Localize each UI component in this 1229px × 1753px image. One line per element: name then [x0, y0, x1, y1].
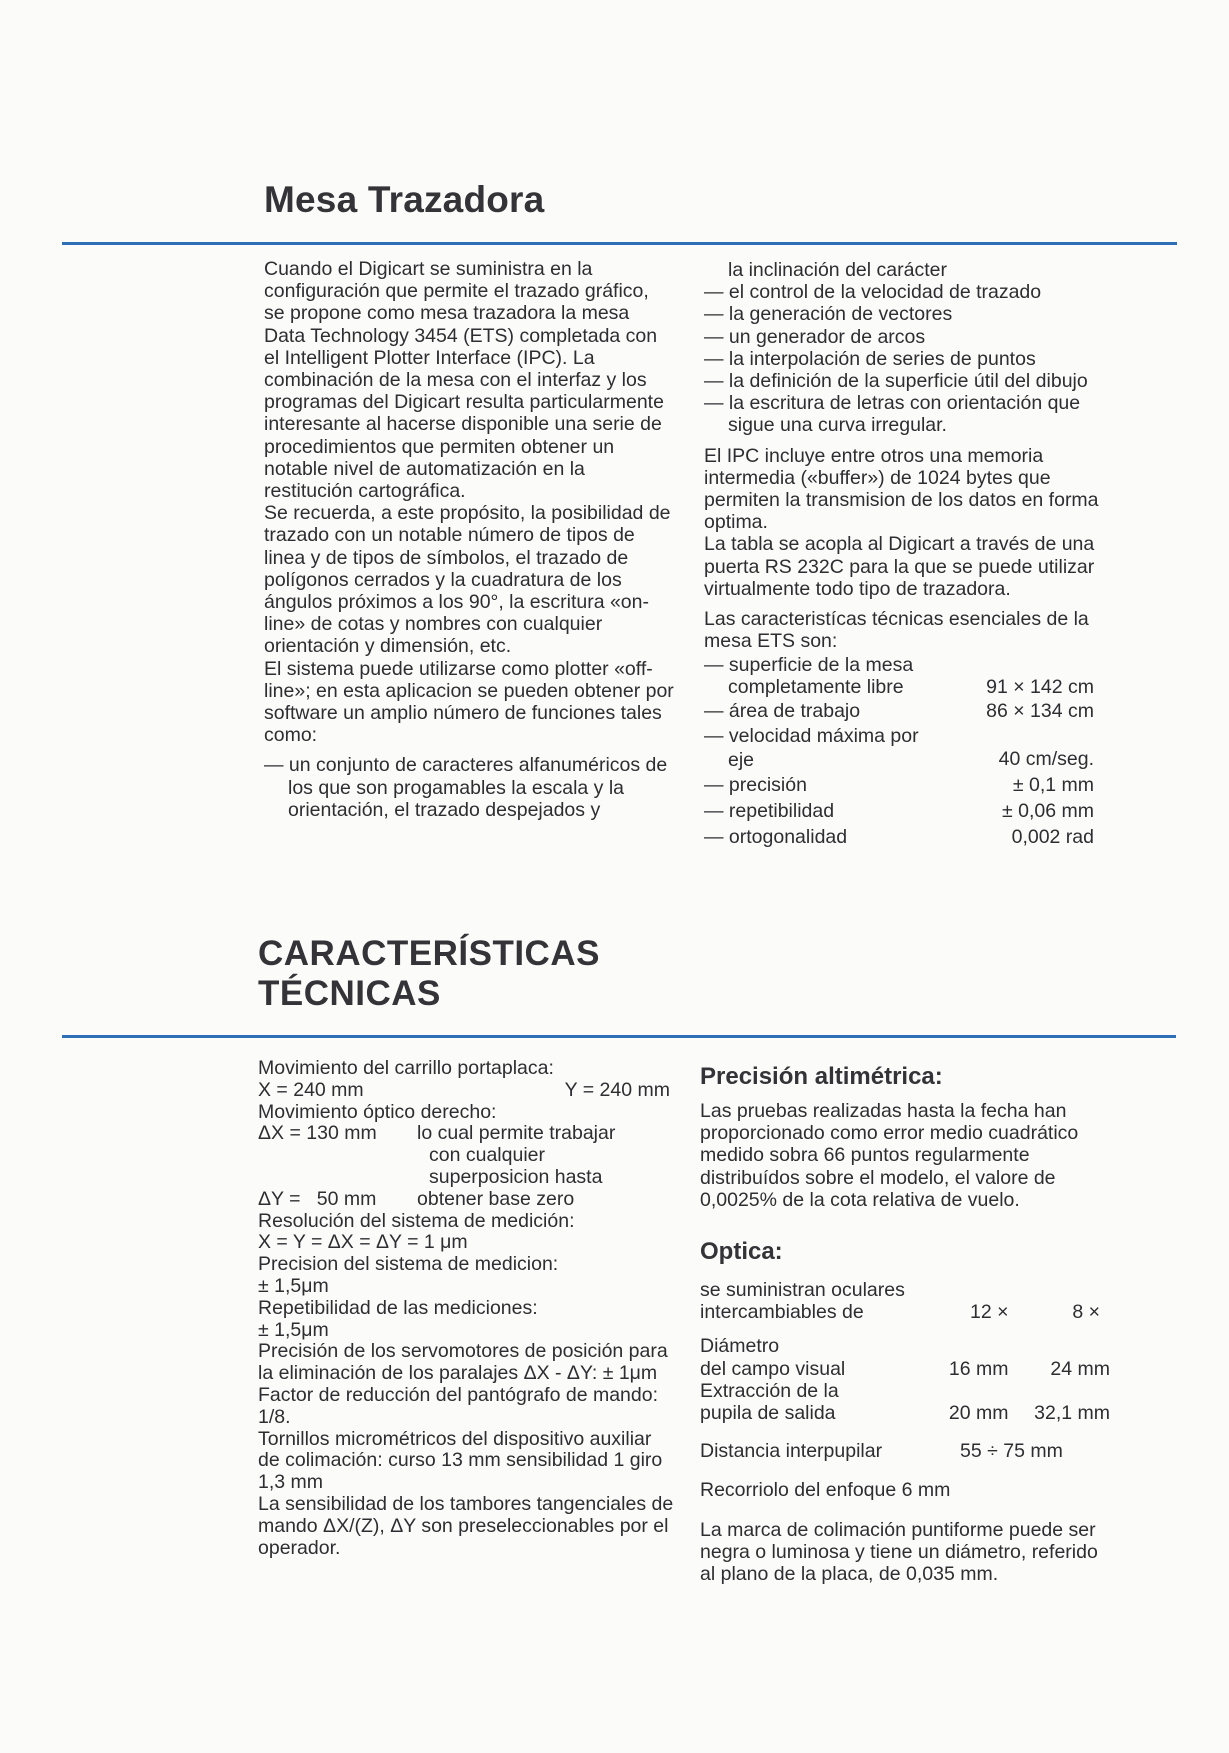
precision-heading: Precisión altimétrica: [700, 1063, 943, 1090]
spec-paragraph: Factor de reducción del pantógrafo de mando: 1/8. [258, 1383, 659, 1428]
spec-heading: Precision del sistema de medicion: [258, 1253, 559, 1276]
list-item: — la generación de vectores [704, 303, 953, 326]
dy-text: obtener base zero [417, 1187, 575, 1210]
optics-value: 24 mm [1050, 1357, 1110, 1380]
spec-label: — ortogonalidad [704, 826, 848, 849]
title-line: TÉCNICAS [258, 974, 441, 1013]
optics-value: 12 × [970, 1301, 1009, 1324]
optics-value: 20 mm [948, 1402, 1009, 1425]
spec-row [704, 824, 1094, 850]
spec-heading: Repetibilidad de las mediciones: [258, 1296, 538, 1319]
paragraph: Las caracteristícas técnicas esenciales de la mesa ETS son: [704, 608, 1089, 653]
dx-row [258, 1123, 678, 1188]
carrillo-y: Y = 240 mm [564, 1078, 670, 1101]
spec-value: ± 1,5μm [258, 1318, 329, 1341]
mesa-right-column [704, 259, 1124, 850]
paragraph: El IPC incluye entre otros una memoria intermedia («buffer») de 1024 bytes que permiten la transmision de los datos en forma optima. [704, 444, 1099, 534]
list-item: — la escritura de letras con orientación que sigue una curva irregular. [704, 392, 1081, 437]
spec-value: 91 × 142 cm [986, 676, 1094, 699]
list-item: — la interpolación de series de puntos [704, 347, 1036, 370]
marca-text: La marca de colimación puntiforme puede ser negra o luminosa y tiene un diámetro, referido al plano de la placa, de 0,035 mm. [700, 1518, 1098, 1586]
spec-row [704, 698, 1094, 724]
optics-value: 8 × [1072, 1301, 1100, 1324]
optics-row-oculares [700, 1279, 1110, 1323]
spec-value: ± 0,1 mm [1012, 774, 1094, 797]
optics-label: del campo visual [700, 1357, 846, 1380]
dx-text [417, 1123, 615, 1188]
spec-row [704, 798, 1094, 824]
spec-value: X = Y = ΔX = ΔY = 1 μm [258, 1231, 468, 1254]
carrillo-x: X = 240 mm [258, 1078, 364, 1101]
spec-label: — área de trabajo [704, 700, 861, 723]
section-title-caracteristicas [258, 934, 600, 1014]
optics-row-diametro [700, 1335, 1110, 1379]
paragraph: El sistema puede utilizarse como plotter «off-line»; en esta aplicacion se pueden obtener por software un amplio número de funciones tales como: [264, 657, 674, 747]
title-line: CARACTERÍSTICAS [258, 934, 600, 973]
spec-label: — repetibilidad [704, 800, 835, 823]
optics-value: 16 mm [948, 1357, 1009, 1380]
dx-line: lo cual permite trabajar [417, 1122, 616, 1145]
optics-label: intercambiables de [700, 1301, 864, 1324]
paragraph: La tabla se acopla al Digicart a través de una puerta RS 232C para la que se puede utilizar virtualmente todo tipo de trazadora. [704, 533, 1095, 600]
tecnicas-right-column [700, 1062, 1110, 1585]
list-item-continuation: la inclinación del carácter [728, 259, 947, 281]
optics-label: se suministran oculares [700, 1279, 905, 1302]
distancia-value: 55 ÷ 75 mm [960, 1440, 1063, 1463]
spec-label-cont: eje [728, 749, 755, 772]
distancia-label: Distancia interpupilar [700, 1440, 883, 1463]
spec-paragraph: Precisión de los servomotores de posición para la eliminación de los paralajes ΔX - ΔY: ± 1μm [258, 1340, 668, 1385]
ets-specs-table [704, 654, 1094, 850]
enfoque-text: Recorriolo del enfoque 6 mm [700, 1479, 951, 1502]
spec-label: — velocidad máxima por [704, 725, 919, 748]
spec-row [704, 724, 1094, 772]
dx-value: ΔX = 130 mm [258, 1122, 377, 1145]
carrillo-label: Movimiento del carrillo portaplaca: [258, 1057, 554, 1079]
blue-rule-bottom [62, 1035, 1176, 1038]
section-title-mesa-trazadora: Mesa Trazadora [264, 179, 545, 220]
optics-label: Diámetro [700, 1335, 780, 1358]
blue-rule-top [62, 242, 1177, 245]
carrillo-values [258, 1080, 678, 1102]
optics-value: 32,1 mm [1034, 1402, 1110, 1425]
mesa-left-column [264, 258, 674, 821]
optics-table [700, 1279, 1110, 1424]
optico-label: Movimiento óptico derecho: [258, 1100, 497, 1123]
spec-label-cont: completamente libre [728, 676, 904, 699]
precision-text: Las pruebas realizadas hasta la fecha han proporcionado como error medio cuadrático medido sobra 66 puntos regularmente distribuídos sobre el modelo, el valore de 0,0025% de la cota relativa de vuelo. [700, 1100, 1079, 1211]
spec-value: 40 cm/seg. [998, 748, 1094, 771]
dy-row [258, 1189, 678, 1211]
spec-paragraph: Tornillos micrométricos del dispositivo auxiliar de colimación: curso 13 mm sensibilidad 1 giro 1,3 mm [258, 1427, 663, 1494]
spec-row [704, 654, 1094, 698]
spec-value: 0,002 rad [1011, 826, 1094, 849]
spec-paragraph: La sensibilidad de los tambores tangenciales de mando ΔX/(Z), ΔY son preseleccionables por el operador. [258, 1492, 674, 1559]
list-item: — la definición de la superficie útil del dibujo [704, 370, 1088, 393]
dx-line: superposicion hasta [429, 1165, 603, 1188]
spec-label: — superficie de la mesa [704, 654, 914, 677]
dx-line: con cualquier [429, 1144, 545, 1167]
optica-heading: Optica: [700, 1238, 783, 1266]
distancia-row [700, 1440, 1110, 1462]
dy-value: ΔY = 50 mm [258, 1187, 377, 1210]
spec-value: ± 0,06 mm [1002, 800, 1094, 823]
list-item: — un generador de arcos [704, 325, 926, 348]
spec-label: — precisión [704, 774, 807, 797]
paragraph: Cuando el Digicart se suministra en la configuración que permite el trazado gráfico, se propone como mesa trazadora la mesa Data Technology 3454 (ETS) completada con el Intelligent Plotter Interface (IPC). La combinación de la mesa con el interfaz y los programas del Digicart resulta particularmente interesante al hacerse disponible una serie de procedimientos que permiten obtener un notable nivel de automatización en la restitución cartográfica. [264, 258, 664, 503]
spec-value: 86 × 134 cm [986, 700, 1094, 723]
list-item: — un conjunto de caracteres alfanuméricos de los que son progamables la escala y la orientación, el trazado despejados y [264, 754, 668, 821]
spec-row [704, 772, 1094, 798]
paragraph: Se recuerda, a este propósito, la posibilidad de trazado con un notable número de tipos de linea y de tipos de símbolos, el trazado de polígonos cerrados y la cuadratura de los ángulos próximos a los 90°, la escritura «on-line» de cotas y nombres con cualquier orientación y dimensión, etc. [264, 502, 671, 658]
spec-heading: Resolución del sistema de medición: [258, 1209, 575, 1232]
optics-row-extraccion [700, 1380, 1110, 1424]
list-item: — el control de la velocidad de trazado [704, 281, 1042, 304]
spec-value: ± 1,5μm [258, 1274, 329, 1297]
tecnicas-left-column [258, 1058, 678, 1559]
optics-label: Extracción de la [700, 1379, 839, 1402]
optics-label: pupila de salida [700, 1402, 836, 1425]
